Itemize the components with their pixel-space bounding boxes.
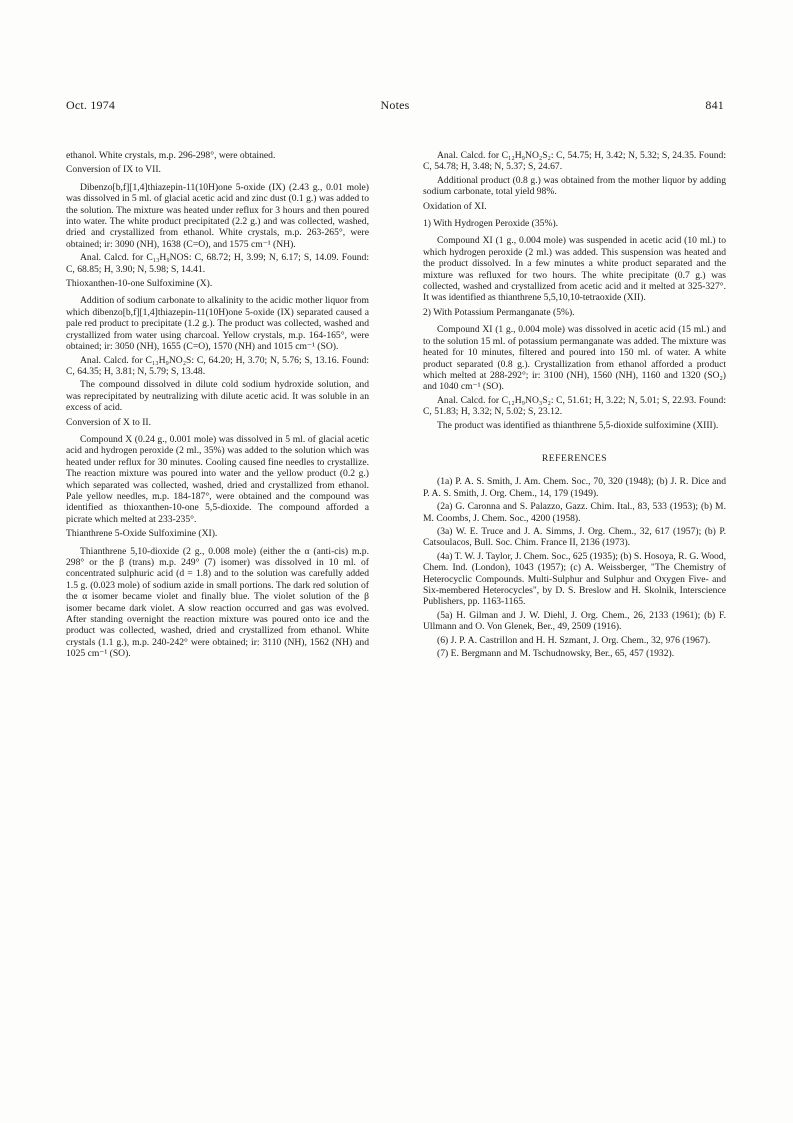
body-paragraph: Anal. Calcd. for C₁₃H₉NOS: C, 68.72; H, 3.99; N, 6.17; S, 14.09. Found: C, 68.85; H, 3.90; N, 5.98; S, 14.41. [66,252,369,275]
section-heading: 2) With Potassium Permanganate (5%). [423,306,575,318]
reference-entry: (5a) H. Gilman and J. W. Diehl, J. Org. Chem., 26, 2133 (1961); (b) F. Ullmann and O. Von Glenek, Ber., 49, 2509 (1916). [423,609,726,633]
reference-entry: (2a) G. Caronna and S. Palazzo, Gazz. Chim. Ital., 83, 533 (1953); (b) M. M. Coombs, J. Chem. Soc., 4200 (1958). [423,501,726,524]
body-paragraph: ethanol. White crystals, m.p. 296-298°, were obtained. [66,150,276,161]
section-heading: Oxidation of XI. [423,200,487,212]
body-paragraph: Addition of sodium carbonate to alkalinity to the acidic mother liquor from which dibenzo[b,f][1,4]thiazepin-11(10H)one 5-oxide (IX) separated caused a pale red product to precipitate (1.2 g.). The product was collected, washed and crystallized from water using charcoal. Yellow crystals, m.p. 164-165°, were obtained; ir: 3050 (NH), 1655 (C=O), 1570 (NH) and 1015 cm⁻¹ (SO). [66,295,369,353]
reference-entry: (1a) P. A. S. Smith, J. Am. Chem. Soc., 70, 320 (1948); (b) J. R. Dice and P. A. S. Smith, J. Org. Chem., 14, 179 (1949). [423,476,726,499]
right-column [423,150,726,661]
section-heading: 1) With Hydrogen Peroxide (35%). [423,218,559,230]
body-paragraph: Compound XI (1 g., 0.004 mole) was suspended in acetic acid (10 ml.) to which hydrogen peroxide (2 ml.) was added. This suspension was heated and the product dissolved. In a few minutes a white product separated and the mixture was refluxed for two hours. The white precipitate (0.7 g.) was collected, washed and crystallized from acetic acid and it melted at 325-327°. It was identified as thianthrene 5,5,10,10-tetraoxide (XII). [423,235,726,304]
body-paragraph: Additional product (0.8 g.) was obtained from the mother liquor by adding sodium carbonate, total yield 98%. [423,174,726,198]
section-heading: Conversion of IX to VII. [66,164,161,176]
reference-entry: (6) J. P. A. Castrillon and H. H. Szmant, J. Org. Chem., 32, 976 (1967). [437,634,711,646]
reference-entry: (4a) T. W. J. Taylor, J. Chem. Soc., 625 (1935); (b) S. Hosoya, R. G. Wood, Chem. Ind. (London), 1043 (1957); (c) A. Weissberger, "The Chemistry of Heterocyclic Compounds. Multi-Sulphur and Sulphur and Oxygen Five- and Six-membered Heterocycles", by D. S. Breslow and H. Skolnik, Interscience Publishers, pp. 1163-1165. [423,550,726,608]
references-heading: REFERENCES [541,452,608,464]
section-heading: Conversion of X to II. [66,416,151,428]
page-number: 841 [705,98,724,112]
reference-entry: (7) E. Bergmann and M. Tschudnowsky, Ber., 65, 457 (1932). [437,648,675,660]
body-paragraph: The compound dissolved in dilute cold sodium hydroxide solution, and was reprecipitated by neutralizing with dilute acetic acid. It was soluble in an excess of acid. [66,379,369,414]
reference-entry: (3a) W. E. Truce and J. A. Simms, J. Org. Chem., 32, 617 (1957); (b) P. Catsoulacos, Bull. Soc. Chim. France II, 2136 (1973). [423,525,726,549]
left-column [66,150,369,662]
body-paragraph: Anal. Calcd. for C₁₂H₉NO₃S₂: C, 51.61; H, 3.22; N, 5.01; S, 22.93. Found: C, 51.83; H, 3.32; N, 5.02; S, 23.12. [423,394,726,418]
header-section: Notes [380,98,410,112]
body-paragraph: Compound XI (1 g., 0.004 mole) was dissolved in acetic acid (15 ml.) and to the solution 15 ml. of potassium permanganate was added. The mixture was heated for 10 minutes, filtered and poured into 150 ml. of water. A white product separated (0.8 g.). Crystallization from ethanol afforded a product which melted at 288-292°; ir: 3100 (NH), 1560 (NH), 1160 and 1320 (SO₂) and 1040 cm⁻¹ (SO). [423,324,726,393]
body-paragraph: The product was identified as thianthrene 5,5-dioxide sulfoximine (XIII). [437,419,719,431]
header-date: Oct. 1974 [66,98,116,112]
section-heading: Thioxanthen-10-one Sulfoximine (X). [66,278,213,290]
body-paragraph: Anal. Calcd. for C₁₂H₉NO₂S₂: C, 54.75; H, 3.42; N, 5.32; S, 24.35. Found: C, 54.78; H, 3.48; N, 5.37; S, 24.67. [423,150,726,173]
body-paragraph: Dibenzo[b,f][1,4]thiazepin-11(10H)one 5-oxide (IX) (2.43 g., 0.01 mole) was dissolved in 5 ml. of glacial acetic acid and zinc dust (0.1 g.) was added to the solution. The mixture was heated under reflux for 3 hours and then poured into water. The white product precipitated (2.2 g.) and was collected, washed, dried and crystallized from ethanol. White crystals, m.p. 263-265°, were obtained; ir: 3090 (NH), 1638 (C=O), and 1575 cm⁻¹ (NH). [66,181,369,250]
body-paragraph: Anal. Calcd. for C₁₃H₉NO₂S: C, 64.20; H, 3.70; N, 5.76; S, 13.16. Found: C, 64.35; H, 3.81; N, 5.79; S, 13.48. [66,354,369,377]
section-heading: Thianthrene 5-Oxide Sulfoximine (XI). [66,528,218,540]
body-paragraph: Compound X (0.24 g., 0.001 mole) was dissolved in 5 ml. of glacial acetic acid and hydrogen peroxide (2 ml., 35%) was added to the solution which was heated under reflux for 30 minutes. Cooling caused fine needles to crystallize. The reaction mixture was poured into water and the yellow product (0.2 g.) which separated was collected, washed, dried and crystallized from ethanol. Pale yellow needles, m.p. 184-187°, were obtained and the compound was identified as thioxanthen-10-one 5,5-dioxide. The compound afforded a picrate which melted at 233-235°. [66,433,369,525]
body-paragraph: Thianthrene 5,10-dioxide (2 g., 0.008 mole) (either the α (anti-cis) m.p. 298° or the β (trans) m.p. 249° (7) isomer) was dissolved in 10 ml. of concentrated sulphuric acid (d = 1.8) and to the solution was carefully added 1.5 g. (0.023 mole) of sodium azide in small portions. The dark red solution of the α isomer became violet and finally blue. The violet solution of the β isomer became dark violet. A slow reaction occurred and gas was evolved. After standing overnight the reaction mixture was poured onto ice and the product was collected, washed, dried and crystallized from ethanol. White crystals (1.1 g.), m.p. 240-242° were obtained; ir: 3110 (NH), 1562 (NH) and 1025 cm⁻¹ (SO). [66,545,369,660]
